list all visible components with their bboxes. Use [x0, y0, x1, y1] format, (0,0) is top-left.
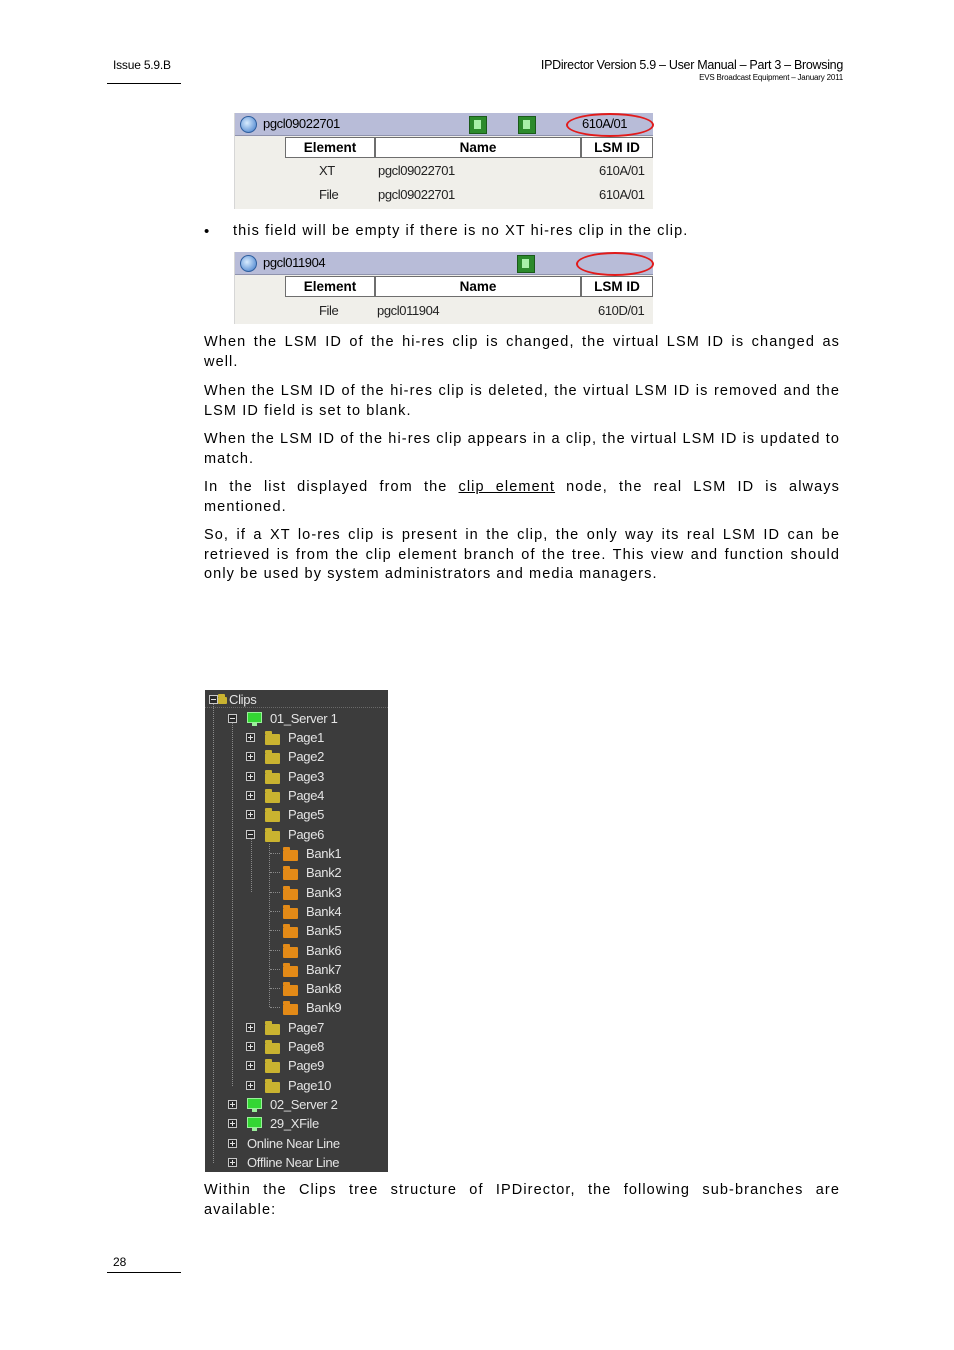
bank-folder-icon [283, 1004, 298, 1015]
collapse-icon[interactable] [246, 830, 255, 839]
expand-icon[interactable] [228, 1158, 237, 1167]
expand-icon[interactable] [228, 1100, 237, 1109]
highlight-oval [576, 252, 654, 276]
tree-line [270, 911, 280, 913]
paragraph-text: node, the real LSM ID is always mentioned. [204, 479, 840, 515]
bank-folder-icon [283, 869, 298, 880]
paragraph: When the LSM ID of the hi-res clip is deleted, the virtual LSM ID is removed and the LSM ID field is set to blank. [204, 383, 840, 419]
tree-node-label: Bank9 [306, 1000, 342, 1015]
paragraph: So, if a XT lo-res clip is present in the clip, the only way its real LSM ID can be retrieved is from the clip element branch of the tree. This view and function should only be used by system administrators and media managers. [204, 527, 840, 582]
collapse-icon[interactable] [228, 714, 237, 723]
clips-tree [205, 690, 388, 1172]
folder-icon [265, 753, 280, 764]
folder-icon [218, 697, 227, 704]
tree-node-label: Page7 [288, 1020, 325, 1035]
clip-element-link[interactable]: clip element [458, 479, 556, 495]
folder-icon [265, 811, 280, 822]
bank-folder-icon [283, 966, 298, 977]
tree-line [270, 988, 280, 990]
bullet-marker: • [204, 223, 211, 240]
expand-icon[interactable] [246, 1061, 255, 1070]
tree-line [270, 969, 280, 971]
tree-node-label: Page2 [288, 749, 325, 764]
footer-rule [107, 1272, 181, 1273]
tree-node-label: Page10 [288, 1078, 332, 1093]
tree-line [232, 723, 234, 1086]
clip-screenshot-2 [234, 252, 653, 324]
highlight-oval [566, 113, 654, 137]
folder-icon [265, 1024, 280, 1035]
bank-folder-icon [283, 889, 298, 900]
folder-icon [265, 792, 280, 803]
table-cell: XT [319, 163, 335, 178]
tree-node-label: Bank8 [306, 981, 342, 996]
clip-icon [240, 116, 257, 133]
tree-node-label: 02_Server 2 [270, 1097, 338, 1112]
expand-icon[interactable] [246, 810, 255, 819]
tree-line [270, 853, 280, 855]
expand-icon[interactable] [246, 791, 255, 800]
tree-node-label: Offline Near Line [247, 1155, 340, 1170]
bank-folder-icon [283, 908, 298, 919]
column-header-element: Element [285, 276, 375, 297]
table-cell: File [319, 303, 339, 318]
document-subtitle: EVS Broadcast Equipment – January 2011 [699, 73, 843, 82]
expand-icon[interactable] [246, 1042, 255, 1051]
table-cell: pgcl011904 [377, 303, 440, 318]
clip-screenshot-1 [234, 113, 653, 209]
tree-node-label: Bank1 [306, 846, 342, 861]
folder-icon [265, 1062, 280, 1073]
document-title: IPDirector Version 5.9 – User Manual – Part 3 – Browsing [540, 58, 843, 72]
tree-line [270, 872, 280, 874]
file-clip-icon [518, 116, 536, 134]
table-cell: 610D/01 [598, 303, 645, 318]
table-cell: pgcl09022701 [378, 163, 455, 178]
table-cell: 610A/01 [599, 187, 645, 202]
tree-node-label: Page9 [288, 1058, 325, 1073]
bank-folder-icon [283, 947, 298, 958]
bank-folder-icon [283, 985, 298, 996]
expand-icon[interactable] [246, 1023, 255, 1032]
tree-node-label: 01_Server 1 [270, 711, 338, 726]
table-cell: pgcl09022701 [378, 187, 455, 202]
table-cell: File [319, 187, 339, 202]
folder-icon [265, 1043, 280, 1054]
server-icon [247, 1098, 262, 1109]
folder-icon [265, 773, 280, 784]
column-header-name: Name [375, 137, 581, 158]
tree-line [213, 704, 215, 1163]
tree-node-label: Page4 [288, 788, 325, 803]
column-header-element: Element [285, 137, 375, 158]
tree-node-label: Bank7 [306, 962, 342, 977]
issue-label: Issue 5.9.B [113, 58, 171, 72]
paragraph-text: In the list displayed from the [204, 479, 459, 495]
tree-node-label: Bank5 [306, 923, 342, 938]
tree-node-label: Page5 [288, 807, 325, 822]
expand-icon[interactable] [228, 1139, 237, 1148]
page-number: 28 [113, 1255, 127, 1269]
paragraph: When the LSM ID of the hi-res clip is changed, the virtual LSM ID is changed as well. [204, 334, 840, 370]
tree-node-label: Bank2 [306, 865, 342, 880]
tree-node-label: Bank3 [306, 885, 342, 900]
paragraph: Within the Clips tree structure of IPDirector, the following sub-branches are available: [204, 1182, 840, 1218]
bullet-text: this field will be empty if there is no XT hi-res clip in the clip. [233, 223, 689, 239]
tree-node-label: Page8 [288, 1039, 325, 1054]
tree-line [251, 839, 253, 892]
folder-icon [265, 734, 280, 745]
header-rule [107, 83, 181, 84]
collapse-icon[interactable] [209, 695, 218, 704]
tree-line [270, 930, 280, 932]
file-clip-icon [517, 255, 535, 273]
expand-icon[interactable] [246, 772, 255, 781]
tree-line [269, 844, 271, 1007]
open-folder-icon [265, 831, 280, 842]
tree-node-label: Page1 [288, 730, 325, 745]
server-icon [247, 1117, 262, 1128]
server-icon [247, 712, 262, 723]
clip-name: pgcl011904 [263, 255, 326, 270]
expand-icon[interactable] [246, 733, 255, 742]
bank-folder-icon [283, 927, 298, 938]
tree-node-label: Online Near Line [247, 1136, 340, 1151]
column-header-lsm-id: LSM ID [581, 276, 653, 297]
tree-line [270, 1007, 280, 1009]
table-cell: 610A/01 [599, 163, 645, 178]
tree-node-label: Bank4 [306, 904, 342, 919]
tree-node-label: Page3 [288, 769, 325, 784]
folder-icon [265, 1082, 280, 1093]
paragraph [204, 478, 840, 517]
expand-icon[interactable] [246, 752, 255, 761]
expand-icon[interactable] [246, 1081, 255, 1090]
tree-line [270, 892, 280, 894]
tree-node-label: Clips [229, 692, 257, 707]
lsm-id-value: 610A/01 [582, 116, 627, 131]
paragraph: When the LSM ID of the hi-res clip appears in a clip, the virtual LSM ID is updated to match. [204, 431, 840, 467]
bank-folder-icon [283, 850, 298, 861]
tree-node-label: Bank6 [306, 943, 342, 958]
expand-icon[interactable] [228, 1119, 237, 1128]
xt-clip-icon [469, 116, 487, 134]
tree-line [270, 950, 280, 952]
column-header-lsm-id: LSM ID [581, 137, 653, 158]
clip-icon [240, 255, 257, 272]
tree-node-label: Page6 [288, 827, 325, 842]
column-header-name: Name [375, 276, 581, 297]
clip-name: pgcl09022701 [263, 116, 340, 131]
tree-node-label: 29_XFile [270, 1116, 319, 1131]
